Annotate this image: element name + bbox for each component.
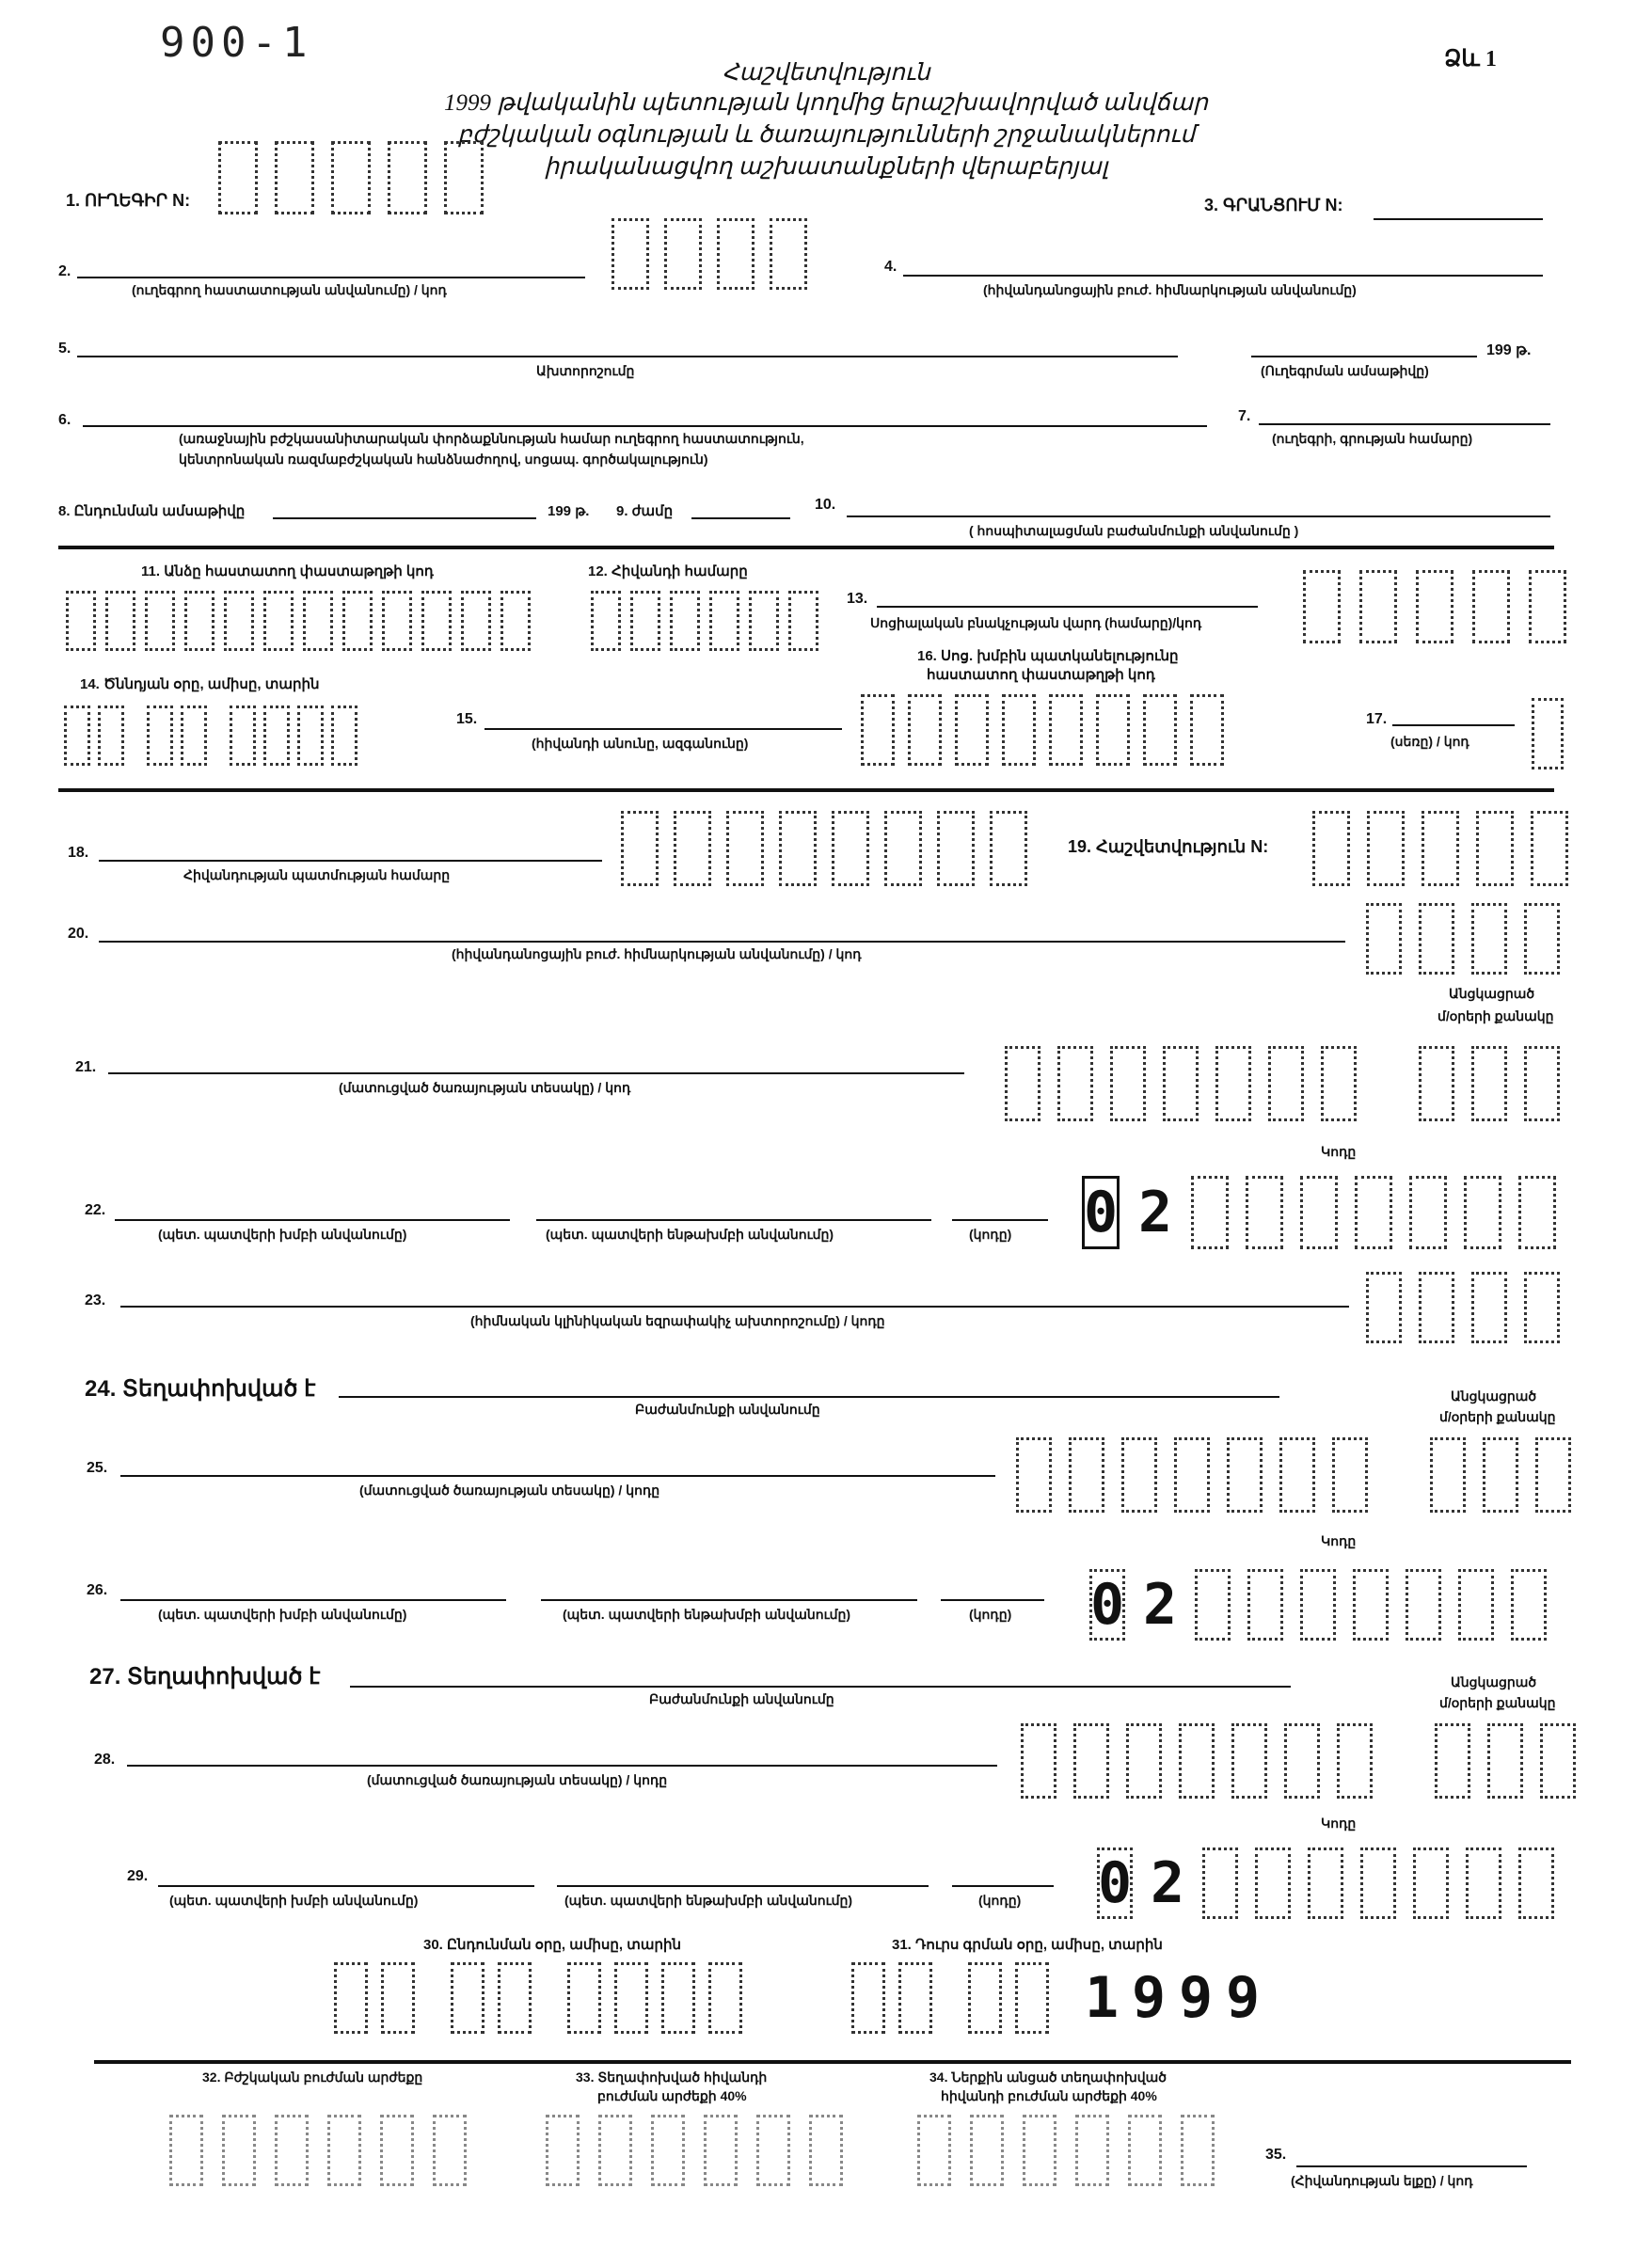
field-34-label-1: 34. Ներքին անցած տեղափոխված: [929, 2070, 1167, 2085]
field-19-boxes[interactable]: [1312, 811, 1568, 886]
field-9-line[interactable]: [691, 517, 790, 519]
section-divider-3: [94, 2060, 1571, 2064]
field-28-caption: (մատուցված ծառայության տեսակը) / կոդը: [367, 1772, 668, 1787]
section-divider-1: [58, 546, 1554, 549]
field-22-caption-a: (պետ. պատվերի խմբի անվանումը): [158, 1227, 407, 1242]
field-4-number: 4.: [884, 259, 897, 275]
field-4-caption: (հիվանդանոցային բուժ. հիմնարկության անվանումը): [983, 282, 1357, 297]
field-35-line[interactable]: [1296, 2165, 1527, 2167]
field-34-boxes[interactable]: [917, 2115, 1215, 2186]
field-8-line[interactable]: [273, 517, 536, 519]
field-27-right-label-1: Անցկացրած: [1451, 1674, 1537, 1689]
field-22-line-c[interactable]: [952, 1219, 1048, 1221]
field-6-year: 199 թ.: [1486, 342, 1532, 358]
field-15-caption: (հիվանդի անունը, ազգանունը): [532, 736, 749, 751]
field-13-boxes[interactable]: [1303, 570, 1566, 643]
field-2-number: 2.: [58, 263, 71, 279]
field-33-label-2: բուժման արժեքի 40%: [597, 2088, 747, 2103]
field-31-label: 31. Դուրս գրման օրը, ամիսը, տարին: [892, 1937, 1163, 1953]
field-24-line[interactable]: [339, 1396, 1279, 1398]
field-22-digit-1: 0: [1083, 1180, 1119, 1245]
field-7-number: 7.: [1238, 408, 1251, 424]
field-26-caption-a: (պետ. պատվերի խմբի անվանումը): [158, 1607, 407, 1622]
field-29-boxes[interactable]: [1097, 1848, 1554, 1919]
field-27-right-label-2: մ/օրերի քանակը: [1439, 1695, 1556, 1710]
field-26-caption-c: (կոդը): [969, 1607, 1012, 1622]
field-15-line[interactable]: [484, 728, 842, 730]
field-13-number: 13.: [847, 591, 868, 607]
field-3-label: 3. ԳՐԱՆՑՈՒՄ N:: [1204, 196, 1343, 214]
field-6-caption: (Ուղեգրման ամսաթիվը): [1261, 363, 1429, 378]
field-6b-line[interactable]: [83, 425, 1207, 427]
field-29-line-b[interactable]: [557, 1885, 929, 1887]
field-33-boxes[interactable]: [546, 2115, 843, 2186]
field-2-caption: (ուղեգրող հաստատության անվանումը) / կոդ: [132, 282, 447, 297]
field-26-caption-b: (պետ. պատվերի ենթախմբի անվանումը): [563, 1607, 851, 1622]
form-number: Ձև 1: [1444, 47, 1497, 71]
field-23-boxes[interactable]: [1366, 1272, 1560, 1343]
field-25-line[interactable]: [120, 1475, 995, 1477]
field-33-label-1: 33. Տեղափոխված հիվանդի: [576, 2070, 768, 2085]
field-13-caption: Սոցիալական բնակչության վարդ (համարը)/կոդ: [870, 615, 1202, 630]
field-29-number: 29.: [127, 1868, 149, 1884]
field-29-digit-1: 0: [1097, 1850, 1133, 1916]
field-29-digit-2: 2: [1150, 1850, 1185, 1916]
field-14-boxes[interactable]: [64, 706, 357, 766]
field-6b-caption-1: (առաջնային բժշկասանիտարական փորձաքննության համար ուղեգրող հաստատություն,: [179, 431, 804, 446]
field-17-caption: (սեռը) / կոդ: [1390, 734, 1469, 749]
field-10-number: 10.: [815, 497, 836, 513]
field-21-number: 21.: [75, 1059, 97, 1075]
title-line-3: բժշկական օգնության և ծառայությունների շրջանակներում: [457, 122, 1195, 148]
field-5-number: 5.: [58, 341, 71, 357]
field-9-label: 9. ժամը: [616, 503, 674, 519]
field-34-label-2: հիվանդի բուժման արժեքի 40%: [941, 2088, 1157, 2103]
field-20-caption: (հիվանդանոցային բուժ. հիմնարկության անվանումը) / կոդ: [452, 946, 862, 961]
field-23-caption: (հիմնական կլինիկական եզրափակիչ ախտորոշումը) / կոդը: [470, 1313, 885, 1328]
field-29-caption-b: (պետ. պատվերի ենթախմբի անվանումը): [564, 1893, 853, 1908]
field-22-number: 22.: [85, 1202, 106, 1218]
field-31-year-digit-4: 9: [1225, 1965, 1261, 2031]
field-13-line[interactable]: [877, 606, 1258, 608]
field-20-right-label-2: մ/օրերի քանակը: [1438, 1008, 1554, 1023]
field-24-label: 24. Տեղափոխված է: [85, 1376, 316, 1402]
field-32-label: 32. Բժշկական բուժման արժեքը: [202, 2070, 423, 2085]
field-12-label: 12. Հիվանդի համարը: [588, 563, 748, 579]
title-line-2: 1999 թվականին պետության կողմից երաշխավորված անվճար: [443, 90, 1208, 116]
field-1-boxes[interactable]: [218, 141, 484, 214]
field-32-boxes[interactable]: [169, 2115, 467, 2186]
field-20-line[interactable]: [99, 941, 1345, 943]
field-6b-number: 6.: [58, 412, 71, 428]
field-26-line-a[interactable]: [120, 1599, 506, 1601]
field-7-line[interactable]: [1259, 423, 1550, 425]
field-35-number: 35.: [1265, 2147, 1287, 2163]
field-26-line-c[interactable]: [941, 1599, 1044, 1601]
field-28-line[interactable]: [127, 1765, 997, 1767]
field-31-boxes[interactable]: [851, 1962, 1260, 2034]
field-8-year: 199 թ.: [548, 503, 590, 519]
field-6b-caption-2: կենտրոնական ռազմաբժշկական հանձնաժողով, սոցապ. գործակալություն): [179, 452, 708, 467]
field-17-line[interactable]: [1392, 724, 1515, 726]
field-26-boxes[interactable]: [1089, 1569, 1547, 1641]
field-29-caption-c: (կոդը): [978, 1893, 1022, 1908]
field-30-boxes[interactable]: [334, 1962, 742, 2034]
field-17-number: 17.: [1366, 711, 1388, 727]
field-26-digit-1: 0: [1089, 1572, 1125, 1638]
field-22-digit-2: 2: [1137, 1180, 1173, 1245]
field-17-box[interactable]: [1532, 698, 1564, 769]
field-5-caption: Ախտորոշումը: [536, 363, 635, 378]
field-10-caption: ( հոսպիտալացման բաժանմունքի անվանումը ): [969, 523, 1299, 538]
field-26-digit-2: 2: [1142, 1572, 1178, 1638]
field-15-number: 15.: [456, 711, 478, 727]
field-7-caption: (ուղեգրի, գրության համարը): [1272, 431, 1473, 446]
handwritten-form-code: 900-1: [160, 19, 313, 67]
field-23-number: 23.: [85, 1293, 106, 1308]
field-23-line[interactable]: [120, 1306, 1349, 1308]
field-6-date-line[interactable]: [1251, 356, 1477, 357]
field-31-year-digit-3: 9: [1178, 1965, 1214, 2031]
field-11-boxes[interactable]: [66, 591, 531, 651]
field-16-boxes[interactable]: [861, 694, 1224, 766]
field-19-label: 19. Հաշվետվություն N:: [1068, 837, 1269, 856]
field-12-boxes[interactable]: [591, 591, 818, 651]
field-20-number: 20.: [68, 926, 89, 942]
field-24-right-label-2: մ/օրերի քանակը: [1439, 1409, 1556, 1424]
field-28-number: 28.: [94, 1752, 116, 1768]
field-22-line-b[interactable]: [536, 1219, 931, 1221]
field-25-right-label: Կոդը: [1321, 1533, 1357, 1548]
field-1-label: 1. ՈՒՂԵԳԻՐ N:: [66, 191, 191, 210]
field-5-line[interactable]: [77, 356, 1178, 357]
field-21-right-label: Կոդը: [1321, 1144, 1357, 1159]
field-25-boxes[interactable]: [1016, 1437, 1571, 1513]
field-27-line[interactable]: [350, 1686, 1291, 1688]
title-line-4: իրականացվող աշխատանքների վերաբերյալ: [544, 154, 1108, 180]
field-22-line-a[interactable]: [115, 1219, 510, 1221]
field-24-caption: Բաժանմունքի անվանումը: [635, 1402, 820, 1417]
field-4-line[interactable]: [903, 275, 1543, 277]
field-18-caption: Հիվանդության պատմության համարը: [183, 867, 451, 882]
field-11-label: 11. Անձը հաստատող փաստաթղթի կոդ: [141, 563, 434, 579]
field-18-number: 18.: [68, 845, 89, 861]
field-29-line-a[interactable]: [158, 1885, 534, 1887]
field-14-label: 14. Ծննդյան օրը, ամիսը, տարին: [80, 676, 320, 692]
field-25-number: 25.: [87, 1460, 108, 1476]
field-21-boxes[interactable]: [1005, 1046, 1560, 1121]
field-22-caption-b: (պետ. պատվերի ենթախմբի անվանումը): [546, 1227, 834, 1242]
field-26-number: 26.: [87, 1582, 108, 1598]
field-21-caption: (մատուցված ծառայության տեսակը) / կոդ: [339, 1080, 631, 1095]
field-10-line[interactable]: [847, 515, 1550, 517]
field-21-line[interactable]: [108, 1072, 964, 1074]
field-22-caption-c: (կոդը): [969, 1227, 1012, 1242]
field-20-boxes[interactable]: [1366, 903, 1560, 975]
field-2-code-boxes[interactable]: [612, 218, 807, 290]
title-line-1: Հաշվետվություն: [722, 60, 930, 86]
field-30-label: 30. Ընդունման օրը, ամիսը, տարին: [423, 1937, 681, 1953]
field-29-line-c[interactable]: [952, 1885, 1054, 1887]
field-22-boxes[interactable]: [1082, 1176, 1556, 1249]
field-16-label-2: հաստատող փաստաթղթի կոդ: [927, 667, 1155, 683]
field-28-boxes[interactable]: [1021, 1723, 1576, 1799]
field-35-caption: (Հիվանդության ելքը) / կոդ: [1291, 2173, 1473, 2188]
field-2-line[interactable]: [77, 277, 585, 278]
field-3-line[interactable]: [1374, 218, 1543, 220]
field-18-boxes[interactable]: [621, 811, 1027, 886]
field-16-label-1: 16. Սոց. խմբին պատկանելությունը: [917, 648, 1179, 664]
field-27-caption: Բաժանմունքի անվանումը: [649, 1691, 834, 1706]
field-28-right-label: Կոդը: [1321, 1816, 1357, 1831]
field-31-year-digit-1: 1: [1084, 1965, 1120, 2031]
field-26-line-b[interactable]: [541, 1599, 917, 1601]
field-25-caption: (մատուցված ծառայության տեսակը) / կոդը: [359, 1483, 660, 1498]
section-divider-2: [58, 788, 1554, 792]
field-31-year-digit-2: 9: [1131, 1965, 1167, 2031]
field-18-line[interactable]: [99, 860, 602, 862]
field-24-right-label-1: Անցկացրած: [1451, 1388, 1537, 1404]
field-8-label: 8. Ընդունման ամսաթիվը: [58, 503, 246, 519]
field-29-caption-a: (պետ. պատվերի խմբի անվանումը): [169, 1893, 419, 1908]
field-27-label: 27. Տեղափոխված է: [89, 1664, 321, 1689]
field-20-right-label-1: Անցկացրած: [1449, 986, 1535, 1001]
